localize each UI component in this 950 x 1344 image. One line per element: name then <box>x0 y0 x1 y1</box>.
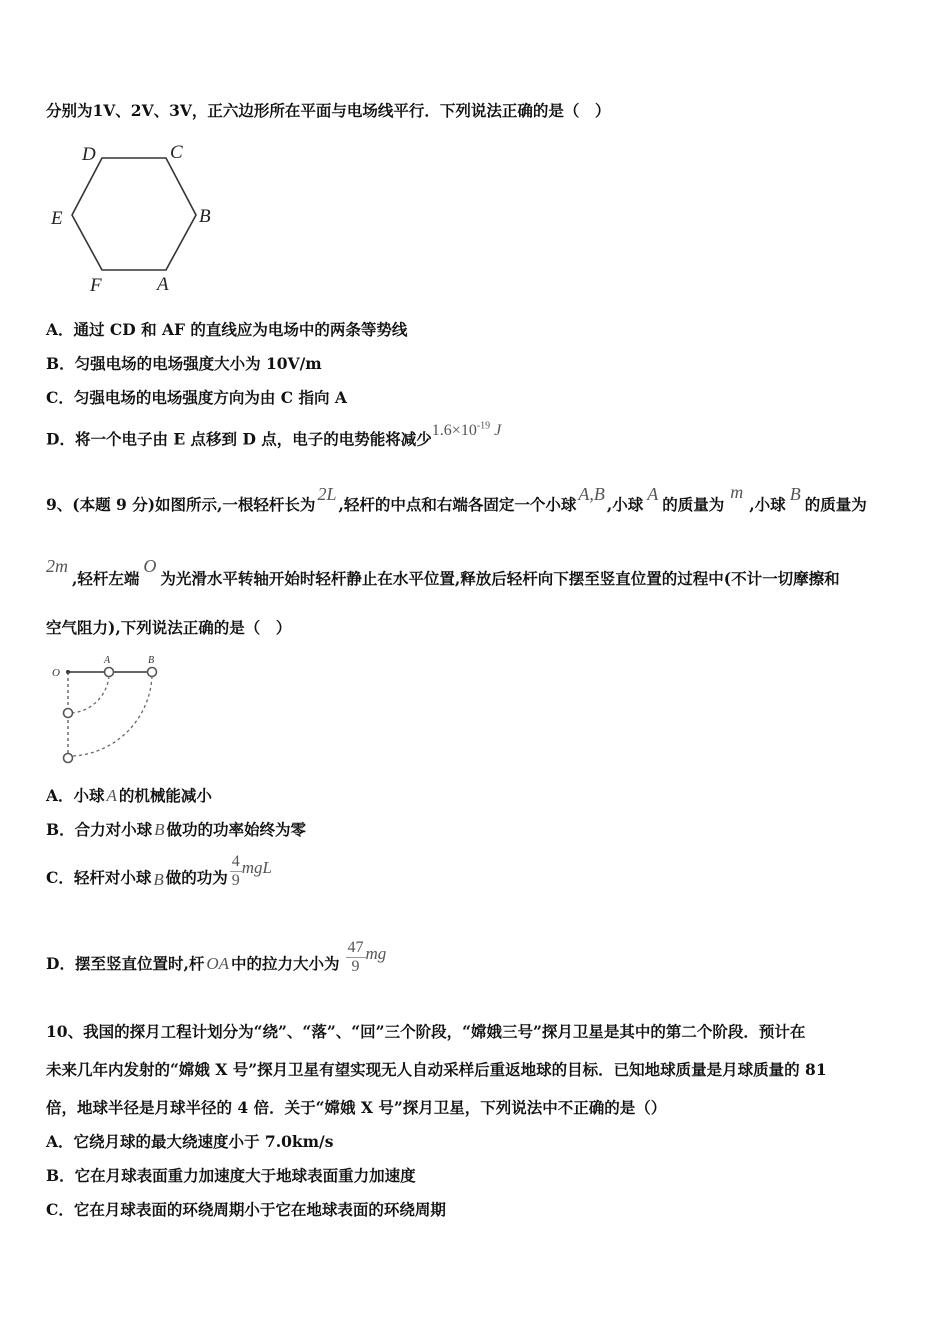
q10-option-a: A．它绕月球的最大绕速度小于 7.0km/s <box>46 1132 334 1151</box>
hex-label-f: F <box>90 275 102 296</box>
q8-option-d-text: D．将一个电子由 E 点移到 D 点，电子的电势能将减少 <box>46 429 432 449</box>
q10-stem-line3: 倍，地球半径是月球半径的 4 倍．关于“嫦娥 X 号”探月卫星，下列说法中不正确的是（） <box>46 1098 667 1117</box>
q10-option-c: C．它在月球表面的环绕周期小于它在地球表面的环绕周期 <box>46 1200 446 1219</box>
q9-stem-line1: 9、(本题 9 分)如图所示,一根轻杆长为2L,轻杆的中点和右端各固定一个小球A,B,小球A的质量为m,小球B的质量为 <box>46 482 867 514</box>
q8-option-d <box>46 421 502 450</box>
ball-b-start <box>148 668 157 677</box>
q10-stem-line1: 10、我国的探月工程计划分为“绕”、“落”、“回”三个阶段，“嫦娥三号”探月卫星是其中的第二个阶段．预计在 <box>46 1022 806 1041</box>
hex-label-c: C <box>170 142 183 163</box>
q9-option-d-fraction: $\frac{47}{9}$ <box>347 938 364 975</box>
q9-stem-line2: 2m,轻杆左端O为光滑水平转轴开始时轻杆静止在水平位置,释放后轻杆向下摆至竖直位置的过程中(不计一切摩擦和 <box>46 556 840 588</box>
hexagon-shape <box>72 158 196 270</box>
hex-label-d: D <box>82 144 96 165</box>
hex-label-a: A <box>157 274 169 295</box>
q10-stem-line2: 未来几年内发射的“嫦娥 X 号”探月卫星有望实现无人自动采样后重返地球的目标．已知地球质量是月球质量的 81 <box>46 1060 827 1079</box>
q8-option-b: B．匀强电场的电场强度大小为 10V/m <box>46 354 322 373</box>
hex-label-b: B <box>199 206 211 227</box>
rod-pendulum-figure <box>46 650 176 772</box>
ball-a-arc <box>72 676 109 713</box>
q8-intro: 分别为1V、2V、3V，正六边形所在平面与电场线平行．下列说法正确的是（ ） <box>46 101 611 120</box>
q9-option-b: B．合力对小球 B 做功的功率始终为零 <box>46 820 307 839</box>
q10-option-b: B．它在月球表面重力加速度大于地球表面重力加速度 <box>46 1166 416 1185</box>
q9-stem-line3: 空气阻力),下列说法正确的是（ ） <box>46 618 292 637</box>
ball-b-end <box>64 754 73 763</box>
hexagon-figure <box>46 138 226 298</box>
fig-label-a: A <box>104 655 111 666</box>
fig-label-o: O <box>52 667 60 679</box>
q8-option-c: C．匀强电场的电场强度方向为由 C 指向 A <box>46 388 347 407</box>
fig-label-b: B <box>148 655 155 666</box>
q9-option-a: A．小球 A 的机械能减小 <box>46 786 212 805</box>
q8-option-d-formula: $1.6\times 10^{-19}$ J <box>431 421 502 440</box>
ball-b-arc <box>73 676 152 756</box>
ball-a-start <box>105 668 114 677</box>
q9-option-d: D．摆至竖直位置时,杆 OA 中的拉力大小为 $\frac{47}{9}$ mg <box>46 938 387 975</box>
q9-option-c: C．轻杆对小球 B 做的功为 $\frac{4}{9}$ mgL <box>46 852 272 889</box>
hex-label-e: E <box>51 208 63 229</box>
ball-a-end <box>64 709 73 718</box>
q9-option-c-fraction: $\frac{4}{9}$ <box>231 852 240 889</box>
q8-option-a: A．通过 CD 和 AF 的直线应为电场中的两条等势线 <box>46 320 408 339</box>
